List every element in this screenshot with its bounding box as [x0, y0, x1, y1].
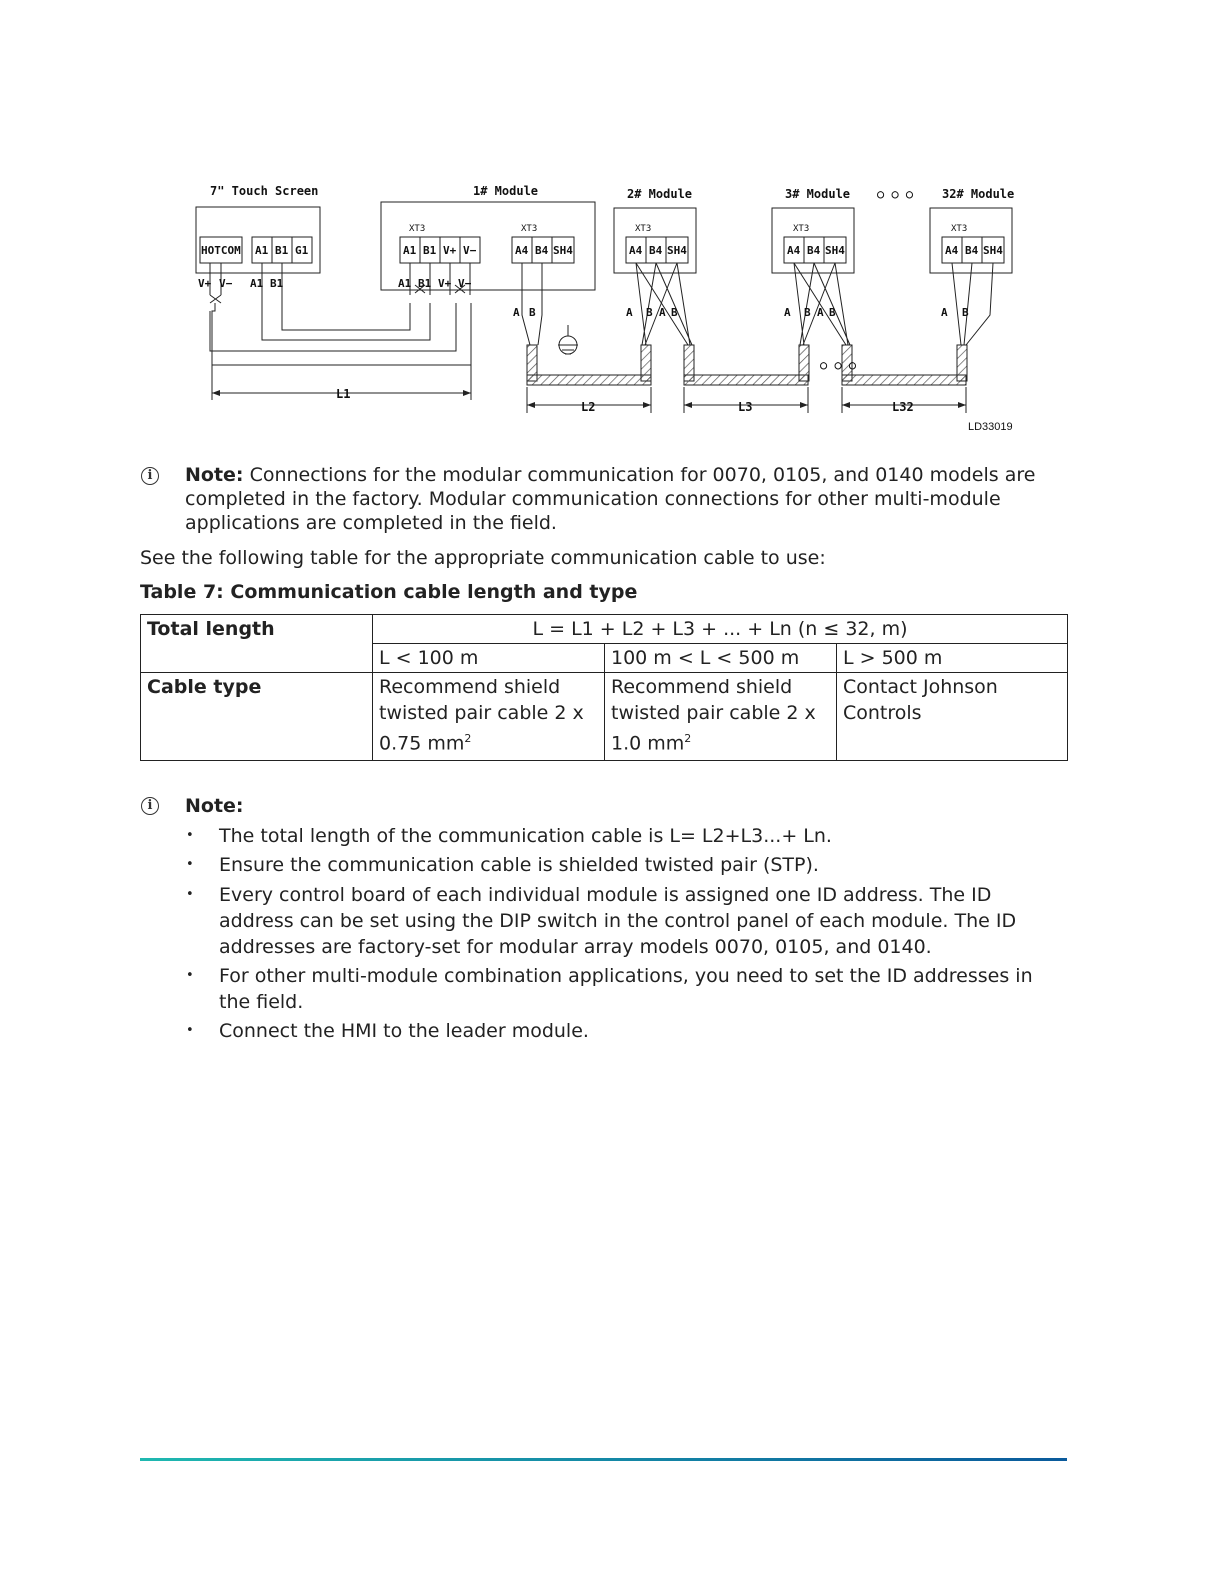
cable-table: [140, 614, 1068, 761]
terminal-label: B4: [807, 244, 821, 257]
terminal-label: A1: [403, 244, 417, 257]
terminal-label: SH4: [825, 244, 845, 257]
length-label-l3: L3: [738, 400, 753, 414]
terminal-label: SH4: [667, 244, 687, 257]
wire-label: A: [784, 306, 791, 319]
wire-label: B1: [418, 277, 432, 290]
footer-rule: [140, 1458, 1067, 1461]
terminal-label: SH4: [553, 244, 573, 257]
terminal-label: A4: [629, 244, 643, 257]
wire-label: B: [671, 306, 678, 319]
note-1-text: Connections for the modular communication for 0070, 0105, and 0140 models are completed in the factory. Modular communication connections for other multi-module applications are completed in the field.: [185, 464, 1036, 534]
terminal-label: A4: [515, 244, 529, 257]
touch-screen-label: 7" Touch Screen: [210, 184, 319, 198]
cable-cell: Contact Johnson Controls: [837, 673, 1068, 761]
cable-cell: Recommend shield twisted pair cable 2 x 1.0 $mm^2$: [605, 673, 837, 761]
note-2-label: Note:: [185, 795, 244, 817]
intro-text: See the following table for the appropriate communication cable to use:: [140, 547, 826, 569]
note-1: [185, 463, 1055, 535]
info-icon: i: [141, 797, 159, 815]
wire-label: V−: [219, 277, 233, 290]
terminal-label: A4: [945, 244, 959, 257]
range-cell: 100 m < L < 500 m: [605, 644, 837, 673]
wire-label: A: [941, 306, 948, 319]
wiring-diagram: [190, 175, 1020, 437]
terminal-label: B4: [649, 244, 663, 257]
wire-label: B1: [270, 277, 284, 290]
range-cell: L < 100 m: [373, 644, 605, 673]
wire-label: A: [817, 306, 824, 319]
wire-label: A1: [398, 277, 412, 290]
xt3-label: XT3: [951, 224, 968, 234]
xt3-label: XT3: [635, 224, 652, 234]
cable-cell: Recommend shield twisted pair cable 2 x 0.75 $mm^2$: [373, 673, 605, 761]
ellipsis-label: ○ ○ ○: [877, 187, 914, 201]
wire-label: B: [829, 306, 836, 319]
module-3-label: 3# Module: [785, 187, 851, 201]
xt3-label: XT3: [793, 224, 810, 234]
table-header-total-length: Total length: [141, 615, 373, 673]
table-header-cable-type: Cable type: [141, 673, 373, 761]
module-1-label: 1# Module: [473, 184, 539, 198]
length-label-l1: L1: [336, 387, 351, 401]
wire-label: B: [529, 306, 536, 319]
wire-label: A: [626, 306, 633, 319]
terminal-label: B4: [965, 244, 979, 257]
terminal-label: V−: [463, 244, 477, 257]
wire-label: V+: [198, 277, 212, 290]
module-32-label: 32# Module: [942, 187, 1015, 201]
terminal-label: HOTCOM: [201, 244, 241, 257]
wire-label: V+: [438, 277, 452, 290]
wire-label: A1: [250, 277, 264, 290]
ellipsis-label: ○ ○ ○: [820, 358, 857, 372]
terminal-label: A4: [787, 244, 801, 257]
terminal-label: B1: [423, 244, 437, 257]
length-label-l2: L2: [581, 400, 596, 414]
wire-label: A: [659, 306, 666, 319]
terminal-label: B1: [275, 244, 289, 257]
xt3-label: XT3: [409, 224, 426, 234]
wire-label: A: [513, 306, 520, 319]
terminal-label: G1: [295, 244, 309, 257]
module-2-label: 2# Module: [627, 187, 693, 201]
info-icon: i: [141, 467, 159, 485]
terminal-label: B4: [535, 244, 549, 257]
table-caption: Table 7: Communication cable length and type: [140, 581, 638, 603]
figure-id: LD33019: [968, 421, 1013, 433]
wire-label: V−: [458, 277, 472, 290]
length-formula: L = L1 + L2 + L3 + ... + Ln (n ≤ 32, m): [373, 615, 1068, 644]
terminal-label: SH4: [983, 244, 1003, 257]
wire-label: B: [962, 306, 969, 319]
xt3-label: XT3: [521, 224, 538, 234]
terminal-label: A1: [255, 244, 269, 257]
note-1-label: Note:: [185, 464, 244, 486]
wire-label: B: [804, 306, 811, 319]
wire-label: B: [646, 306, 653, 319]
range-cell: L > 500 m: [837, 644, 1068, 673]
length-label-l32: L32: [892, 400, 914, 414]
terminal-label: V+: [443, 244, 457, 257]
